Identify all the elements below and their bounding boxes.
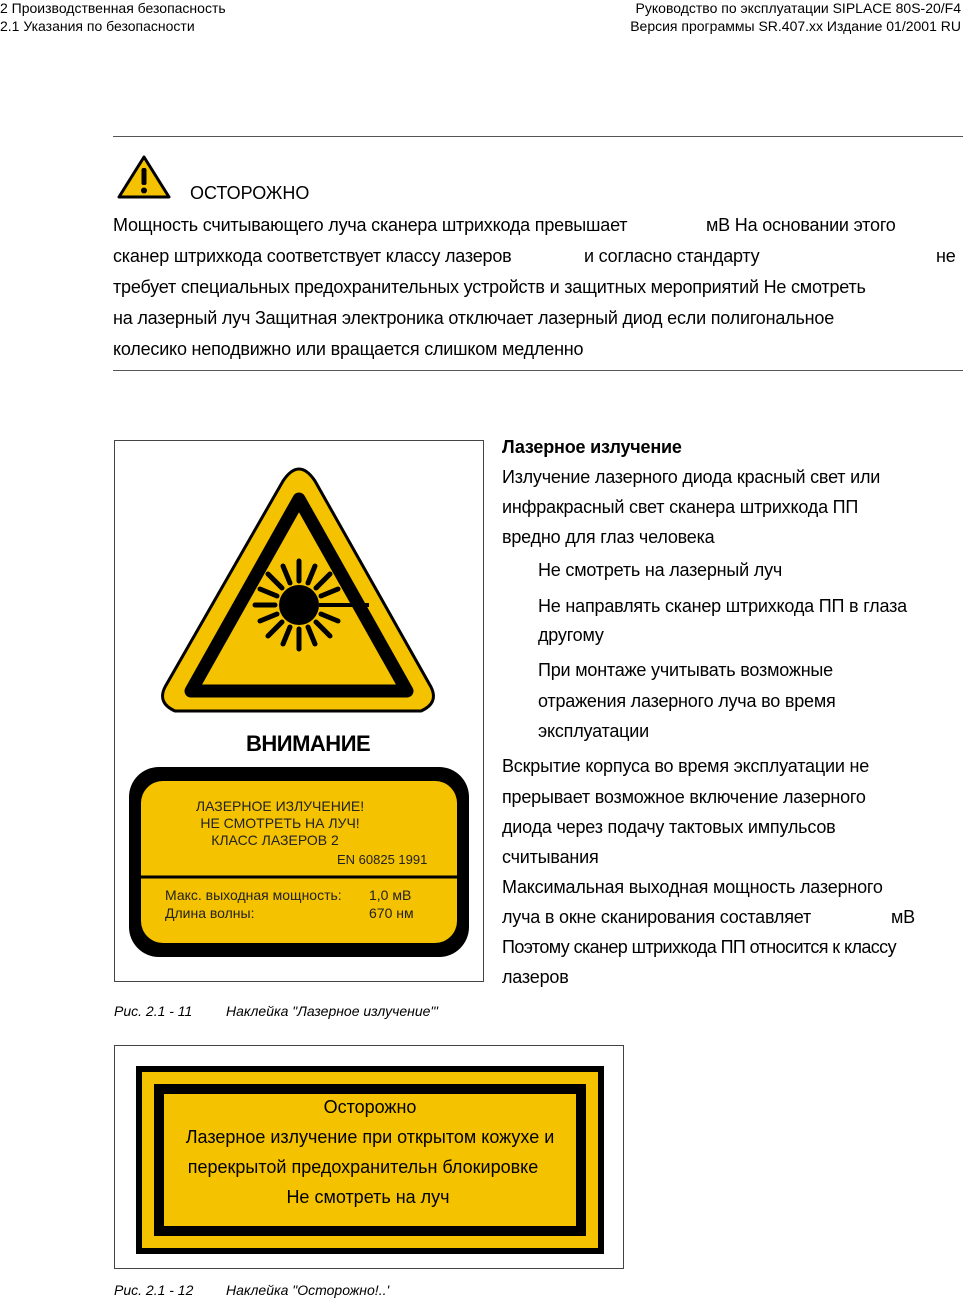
caption-text: Наклейка "Лазерное излучение"' [226, 1003, 439, 1019]
plate-standard: EN 60825 1991 [337, 852, 428, 867]
caution-sign-line: перекрытой предохранительн блокировке [187, 1157, 539, 1177]
warning-triangle-icon [117, 155, 171, 199]
caution-label-figure [114, 1045, 624, 1269]
caption-number: Рис. 2.1 - 12 [114, 1282, 194, 1298]
caution-title: ОСТОРОЖНО [190, 183, 310, 203]
caution-line-part: колесико неподвижно или вращается слишком медленно [113, 339, 584, 359]
laser-para-line: вредно для глаз человека [502, 527, 715, 547]
caution-line-part: требует специальных предохранительных устройств и защитных мероприятий Не смотреть [113, 277, 866, 297]
plate-line-3: КЛАСС ЛАЗЕРОВ 2 [211, 832, 339, 848]
laser-list-item-cont: отражения лазерного луча во время [538, 691, 836, 711]
caution-line-part: сканер штрихкода соответствует классу лазеров [113, 246, 512, 266]
laser-para-line: прерывает возможное включение лазерного [502, 787, 866, 807]
plate-wave-label: Длина волны: [165, 905, 255, 921]
caption-number: Рис. 2.1 - 11 [114, 1003, 193, 1019]
caution-sign-line: Лазерное излучение при открытом кожухе и [185, 1127, 555, 1147]
laser-para-line: диода через подачу тактовых импульсов [502, 817, 836, 837]
caution-line-part: не [936, 246, 956, 266]
laser-para-line: Поэтому сканер штрихкода ПП относится к классу [502, 937, 896, 957]
laser-para-line: инфракрасный свет сканера штрихкода ПП [502, 497, 859, 517]
caution-line-part: Мощность считывающего луча сканера штрихкода превышает [113, 215, 628, 235]
caution-line-part: мВ На основании этого [706, 215, 896, 235]
laser-list-item-cont: эксплуатации [538, 721, 649, 741]
header-version: Версия программы SR.407.xx Издание 01/2001 RU [630, 18, 961, 34]
laser-para-line: Вскрытие корпуса во время эксплуатации не [502, 756, 870, 776]
laser-para-line: лазеров [502, 967, 569, 987]
plate-line-1: ЛАЗЕРНОЕ ИЗЛУЧЕНИЕ! [195, 798, 365, 814]
laser-list-item-cont: другому [538, 625, 604, 645]
divider-bottom [113, 370, 963, 371]
caution-line [113, 334, 963, 365]
caution-line [113, 241, 963, 272]
laser-label-figure [114, 440, 484, 982]
plate-power-label: Макс. выходная мощность: [165, 887, 342, 903]
caption-text: Наклейка "Осторожно!..' [226, 1282, 390, 1298]
header-subsection-title: 2.1 Указания по безопасности [0, 18, 195, 34]
laser-section [502, 432, 964, 992]
caution-line-part: на лазерный луч Защитная электроника отключает лазерный диод если полигональное [113, 308, 835, 328]
laser-para-line: Излучение лазерного диода красный свет или [502, 467, 881, 487]
caution-line [113, 210, 963, 241]
caution-line [113, 303, 963, 334]
caution-sign-line: Не смотреть на луч [286, 1187, 450, 1207]
figure-caption-12 [114, 1282, 389, 1298]
caution-text [113, 210, 963, 365]
laser-list-item: При монтаже учитывать возможные [538, 660, 833, 680]
plate-line-2: НЕ СМОТРЕТЬ НА ЛУЧ! [200, 815, 360, 831]
laser-list-item: Не смотреть на лазерный луч [538, 560, 783, 580]
caution-line-part: и согласно стандарту [584, 246, 760, 266]
laser-para-part: луча в окне сканирования составляет [502, 907, 812, 927]
laser-para-line: считывания [502, 847, 599, 867]
laser-para-part: мВ [891, 907, 915, 927]
plate-wave-value: 670 нм [369, 905, 414, 921]
laser-list-item: Не направлять сканер штрихкода ПП в глаза [538, 596, 907, 616]
figure-caption-11 [114, 1003, 438, 1019]
plate-power-value: 1,0 мВ [369, 887, 412, 903]
laser-section-heading: Лазерное излучение [502, 437, 682, 457]
header-section-title: 2 Производственная безопасность [0, 0, 226, 16]
divider-top [113, 136, 963, 137]
laser-para-line: Максимальная выходная мощность лазерного [502, 877, 883, 897]
attention-heading: ВНИМАНИЕ [246, 731, 371, 756]
caution-sign-line: Осторожно [323, 1097, 417, 1117]
caution-line [113, 272, 963, 303]
laser-para-line [502, 902, 964, 932]
header-manual-title: Руководство по эксплуатации SIPLACE 80S-20/F4 [635, 0, 961, 16]
